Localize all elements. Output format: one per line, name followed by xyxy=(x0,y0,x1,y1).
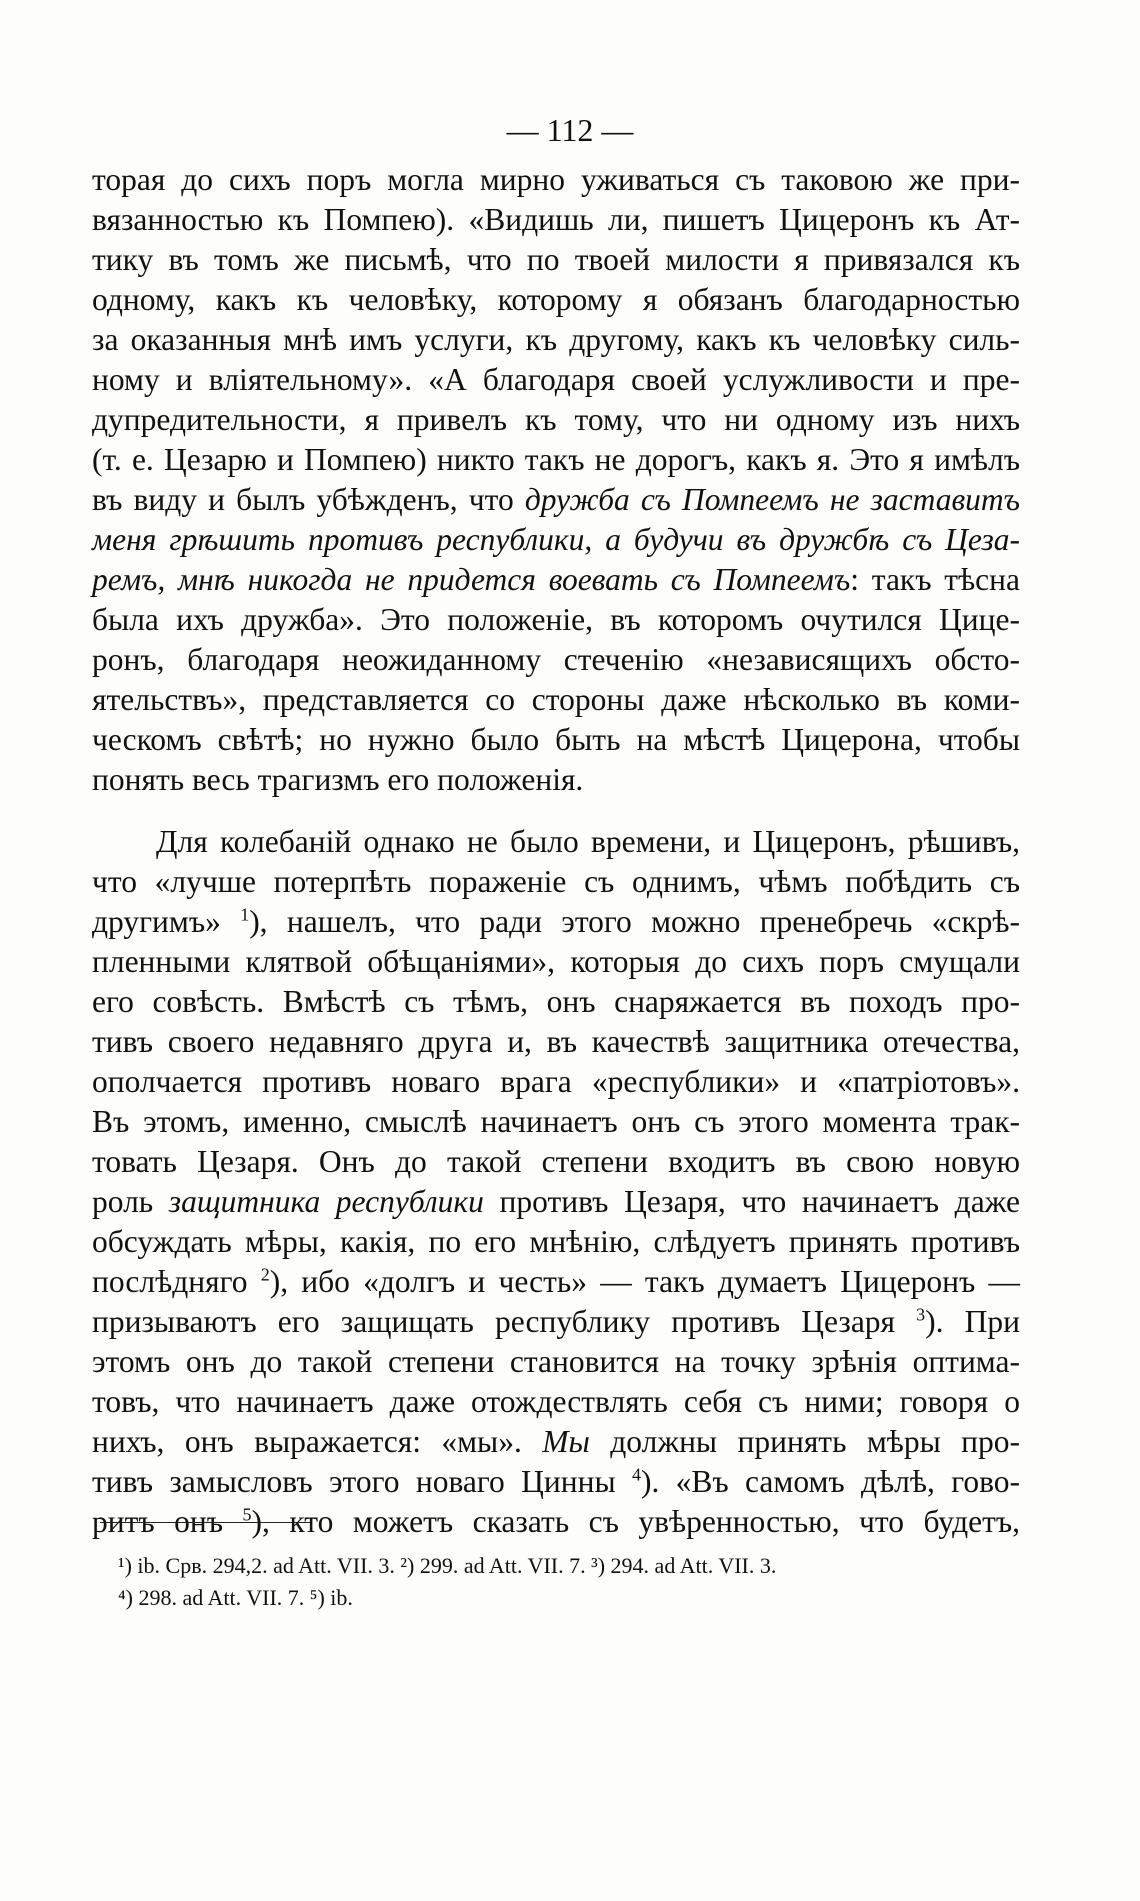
italic-run: дружба съ Помпеемъ не заставитъ xyxy=(524,482,1020,517)
text-line: что «лучше потерпѣть пораженіе съ однимъ, чѣмъ побѣдить съ xyxy=(92,864,1020,899)
text-line: этомъ онъ до такой степени становится на точку зрѣнія оптима- xyxy=(92,1344,1020,1379)
text-line xyxy=(92,902,1020,942)
text-line: товъ, что начинаетъ даже отождествлять себя съ ними; говоря о xyxy=(92,1384,1020,1419)
text-run: призываютъ его защищать республику противъ Цезаря xyxy=(92,1304,896,1339)
footnote-ref: 3 xyxy=(916,1304,926,1325)
text-line: ному и вліятельному». «А благодаря своей услужливости и пре- xyxy=(92,362,1020,397)
footnote-ref: 1 xyxy=(240,904,250,925)
footnote-divider xyxy=(100,1522,310,1523)
text-run: : такъ тѣсна xyxy=(850,562,1020,597)
text-line: пленными клятвой обѣщаніями», которыя до сихъ поръ смущали xyxy=(92,944,1020,979)
text-run: ). «Въ самомъ дѣлѣ, гово- xyxy=(640,1464,1020,1499)
text-line: за оказанныя мнѣ имъ услуги, къ другому, какъ къ человѣку силь- xyxy=(92,322,1020,357)
text-line: обсуждать мѣры, какія, по его мнѣнію, слѣдуетъ принять противъ xyxy=(92,1224,1020,1259)
text-line: одному, какъ къ человѣку, которому я обязанъ благодарностью xyxy=(92,282,1020,317)
text-run: ), нашелъ, что ради этого можно пренебречь «скрѣ- xyxy=(249,904,1020,939)
italic-run: Мы xyxy=(542,1424,590,1459)
text-line: вязанностью къ Помпею). «Видишь ли, пишетъ Цицеронъ къ Ат- xyxy=(92,202,1020,237)
text-line xyxy=(92,1462,1020,1502)
italic-run: защитника республики xyxy=(168,1184,484,1219)
main-text xyxy=(92,160,1020,1542)
page-number: — 112 — xyxy=(506,112,634,148)
text-line: Въ этомъ, именно, смыслѣ начинаетъ онъ съ этого момента трак- xyxy=(92,1104,1020,1139)
text-line: дупредительности, я привелъ къ тому, что ни одному изъ нихъ xyxy=(92,402,1020,437)
text-run: ), кто можетъ сказать съ увѣренностью, что будетъ, xyxy=(251,1504,1021,1539)
text-run: роль xyxy=(92,1184,154,1219)
footnote-ref: 5 xyxy=(242,1504,252,1525)
text-line: ронъ, благодаря неожиданному стеченію «независящихъ обсто- xyxy=(92,642,1020,677)
text-line: ополчается противъ новаго врага «республики» и «патріотовъ». xyxy=(92,1064,1020,1099)
text-run: тивъ замысловъ этого новаго Цинны xyxy=(92,1464,616,1499)
text-run: ), ибо «долгъ и честь» — такъ думаетъ Цицеронъ — xyxy=(269,1264,1021,1299)
text-run: должны принять мѣры про- xyxy=(610,1424,1021,1459)
text-run: другимъ» xyxy=(92,904,221,939)
footnote-line: ¹) ib. Срв. 294,2. ad Att. VII. 3. ²) 299. ad Att. VII. 7. ³) 294. ad Att. VII. 3. xyxy=(118,1553,777,1578)
footnote-ref: 2 xyxy=(260,1264,270,1285)
text-run: ). При xyxy=(925,1304,1021,1339)
text-run: послѣдняго xyxy=(92,1264,248,1299)
text-line: Для колебаній однако не было времени, и Цицеронъ, рѣшивъ, xyxy=(156,824,1020,859)
text-run: нихъ, онъ выражается: «мы». xyxy=(92,1424,522,1459)
text-line xyxy=(92,560,1020,600)
text-line xyxy=(92,1262,1020,1302)
text-line: тивъ своего недавняго друга и, въ качествѣ защитника отечества, xyxy=(92,1024,1020,1059)
text-line: его совѣсть. Вмѣстѣ съ тѣмъ, онъ снаряжается въ походъ про- xyxy=(92,984,1020,1019)
italic-run: меня грѣшить противъ республики, а будучи въ дружбѣ съ Цеза- xyxy=(92,522,1020,557)
text-line: ятельствъ», представляется со стороны даже нѣсколько въ коми- xyxy=(92,682,1020,717)
text-line: тику въ томъ же письмѣ, что по твоей милости я привязался къ xyxy=(92,242,1020,277)
footnote-ref: 4 xyxy=(631,1464,641,1485)
text-line xyxy=(92,480,1020,520)
text-line xyxy=(92,1422,1020,1462)
text-line: была ихъ дружба». Это положеніе, въ которомъ очутился Цице- xyxy=(92,602,1020,637)
text-line xyxy=(92,1182,1020,1222)
text-line: товать Цезаря. Онъ до такой степени входитъ въ свою новую xyxy=(92,1144,1020,1179)
footnote-line: ⁴) 298. ad Att. VII. 7. ⁵) ib. xyxy=(118,1585,353,1610)
text-run: ритъ онъ xyxy=(92,1504,224,1539)
text-line: ческомъ свѣтѣ; но нужно было быть на мѣстѣ Цицерона, чтобы xyxy=(92,722,1020,757)
text-run: противъ Цезаря, что начинаетъ даже xyxy=(499,1184,1021,1219)
text-line: (т. е. Цезарю и Помпею) никто такъ не дорогъ, какъ я. Это я имѣлъ xyxy=(92,442,1020,477)
text-line xyxy=(92,1302,1020,1342)
text-line xyxy=(92,520,1020,560)
footnotes xyxy=(118,1550,1018,1614)
text-line: торая до сихъ поръ могла мирно уживаться съ таковою же при- xyxy=(92,162,1020,197)
italic-run: ремъ, мнѣ никогда не придется воевать съ Помпеемъ xyxy=(92,562,851,597)
text-run: въ виду и былъ убѣжденъ, что xyxy=(92,482,514,517)
text-line: понять весь трагизмъ его положенія. xyxy=(92,762,584,797)
